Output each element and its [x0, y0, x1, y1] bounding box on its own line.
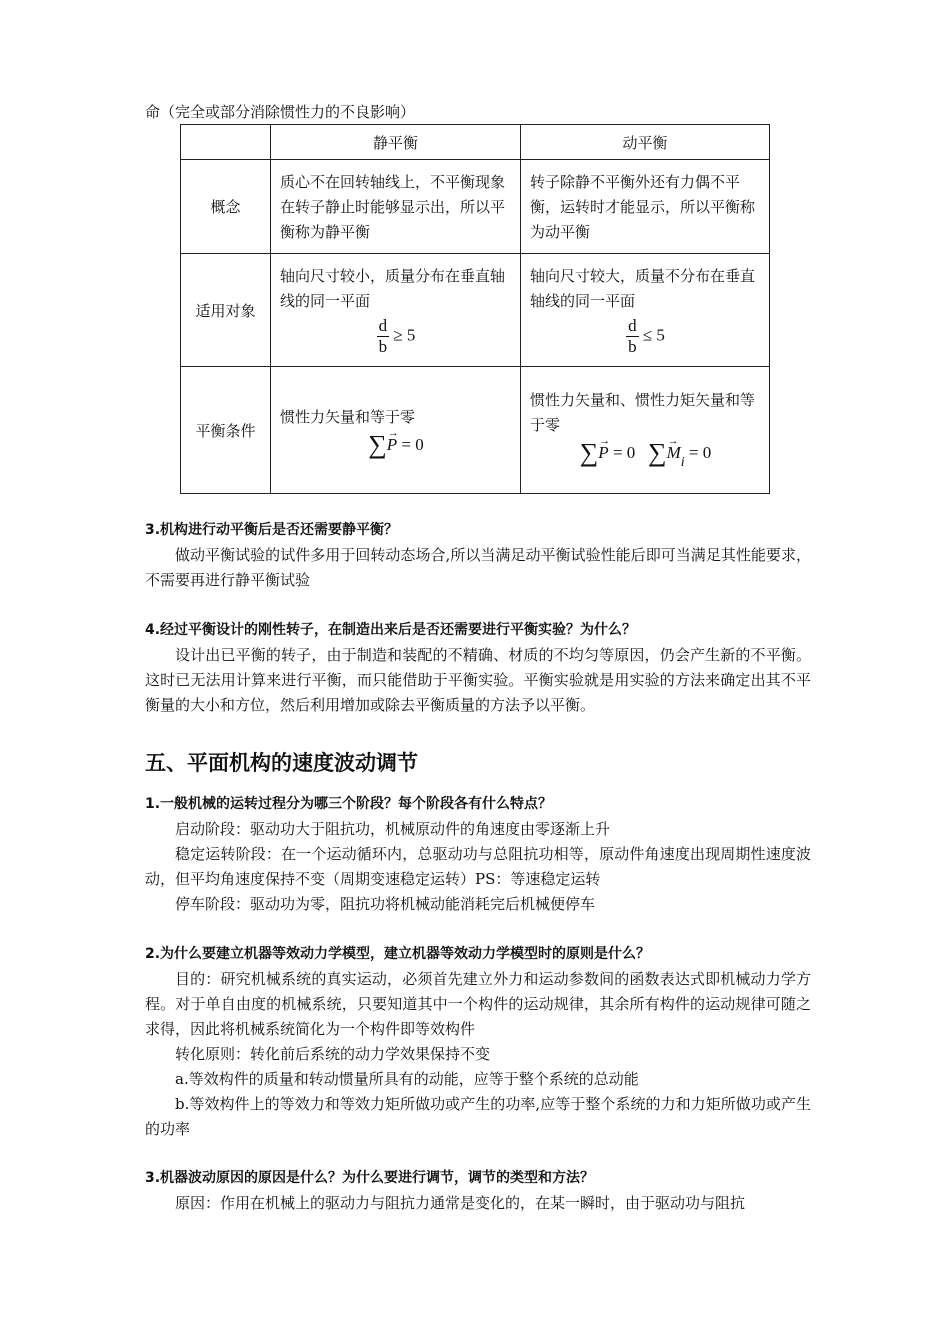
frac-relation: ≤ 5 — [642, 325, 665, 345]
frac-den: b — [378, 337, 388, 356]
section5-question-1-answer — [145, 817, 811, 917]
ratio-formula-static — [280, 316, 512, 357]
answer-paragraph: a.等效构件的质量和转动惯量所具有的动能，应等于整个系统的总动能 — [175, 1070, 639, 1088]
section5-question-2-title: 2.为什么要建立机器等效动力学模型，建立机器等效动力学模型时的原则是什么？ — [145, 946, 651, 962]
answer-paragraph: b.等效构件上的等效力和等效力矩所做功或产生的功率,应等于整个系统的力和力矩所做功或产生的功率 — [145, 1095, 811, 1138]
cell-applicable-static — [271, 254, 521, 367]
section5-question-2-answer — [145, 967, 811, 1142]
cell-condition-static — [271, 367, 521, 494]
condition-dynamic-text: 惯性力矢量和、惯性力矩矢量和等于零 — [530, 390, 756, 434]
question-3-title: 3.机构进行动平衡后是否还需要静平衡？ — [145, 522, 399, 538]
table-row-concept — [181, 160, 770, 254]
sum-force-formula — [280, 432, 512, 457]
cell-concept-dynamic — [521, 160, 770, 254]
section5-question-3-answer — [145, 1191, 811, 1216]
equals-zero: = 0 — [608, 442, 636, 462]
cell-condition-dynamic — [521, 367, 770, 494]
applicable-dynamic-text: 轴向尺寸较大，质量不分布在垂直轴线的同一平面 — [530, 267, 756, 310]
intro-line: 命（完全或部分消除惯性力的不良影响） — [145, 103, 416, 121]
sum-force-moment-formula — [530, 437, 761, 475]
answer-paragraph: 设计出已平衡的转子，由于制造和装配的不精确、材质的不均匀等原因，仍会产生新的不平衡。这时已无法用计算来进行平衡，而只能借助于平衡实验。平衡实验就是用实验的方法来确定出其不平衡量的大小和方位，然后利用增加或除去平衡质量的方法予以平衡。 — [145, 646, 811, 714]
answer-paragraph: 转化原则：转化前后系统的动力学效果保持不变 — [175, 1045, 491, 1063]
concept-dynamic-text: 转子除静不平衡外还有力偶不平衡，运转时才能显示，所以平衡称为动平衡 — [530, 173, 756, 241]
answer-paragraph: 目的：研究机械系统的真实运动，必须首先建立外力和运动参数间的函数表达式即机械动力学方程。对于单自由度的机械系统，只要知道其中一个构件的运动规律，其余所有构件的运动规律可随之求得，因此将机械系统简化为一个构件即等效构件 — [145, 970, 811, 1038]
vector-m: → M — [667, 440, 681, 465]
cell-applicable-dynamic — [521, 254, 770, 367]
equals-zero: = 0 — [684, 442, 712, 462]
answer-paragraph: 停车阶段：驱动功为零，阻抗功将机械动能消耗完后机械便停车 — [175, 895, 596, 913]
section-heading: 五、平面机构的速度波动调节 — [145, 751, 418, 775]
sigma-symbol: ∑ — [579, 437, 599, 467]
question-3-answer — [145, 543, 811, 593]
ratio-formula-dynamic — [530, 316, 761, 357]
header-static-balance: 静平衡 — [271, 125, 521, 160]
subscript-i: i — [680, 454, 685, 470]
question-4-answer — [145, 643, 811, 718]
frac-den: b — [628, 337, 637, 356]
table-header-row — [181, 125, 770, 160]
row-label-applicable: 适用对象 — [181, 254, 271, 367]
section5-question-1-title: 1.一般机械的运转过程分为哪三个阶段？每个阶段各有什么特点？ — [145, 796, 553, 812]
answer-paragraph: 启动阶段：驱动功大于阻抗功，机械原动件的角速度由零逐渐上升 — [175, 820, 611, 838]
concept-static-text: 质心不在回转轴线上，不平衡现象在转子静止时能够显示出，所以平衡称为静平衡 — [280, 173, 506, 241]
equals-zero: = 0 — [397, 435, 424, 454]
header-dynamic-balance: 动平衡 — [521, 125, 770, 160]
applicable-static-text: 轴向尺寸较小，质量分布在垂直轴线的同一平面 — [280, 267, 506, 310]
table-row-applicable — [181, 254, 770, 367]
row-label-condition: 平衡条件 — [181, 367, 271, 494]
answer-paragraph: 做动平衡试验的试件多用于回转动态场合,所以当满足动平衡试验性能后即可当满足其性能要求，不需要再进行静平衡试验 — [145, 546, 811, 589]
sigma-symbol: ∑ — [368, 430, 387, 459]
condition-static-text: 惯性力矢量和等于零 — [280, 408, 416, 426]
frac-num: d — [628, 316, 637, 335]
table-row-condition — [181, 367, 770, 494]
frac-num: d — [378, 316, 388, 335]
question-4-title: 4.经过平衡设计的刚性转子，在制造出来后是否还需要进行平衡实验？为什么？ — [145, 622, 637, 638]
answer-paragraph: 原因：作用在机械上的驱动力与阻抗力通常是变化的，在某一瞬时，由于驱动功与阻抗 — [175, 1194, 746, 1212]
cell-concept-static — [271, 160, 521, 254]
sigma-symbol: ∑ — [648, 437, 667, 467]
answer-paragraph: 稳定运转阶段：在一个运动循环内，总驱动功与总阻抗功相等，原动件角速度出现周期性速度波动，但平均角速度保持不变（周期变速稳定运转）PS：等速稳定运转 — [145, 845, 811, 888]
row-label-concept: 概念 — [181, 160, 271, 254]
table-corner-cell — [181, 125, 271, 160]
section5-question-3-title: 3.机器波动原因的原因是什么？为什么要进行调节，调节的类型和方法？ — [145, 1170, 595, 1186]
frac-relation: ≥ 5 — [393, 325, 416, 345]
balance-comparison-table — [180, 124, 770, 494]
vector-p: → P — [387, 432, 397, 457]
vector-p: → P — [598, 440, 608, 465]
